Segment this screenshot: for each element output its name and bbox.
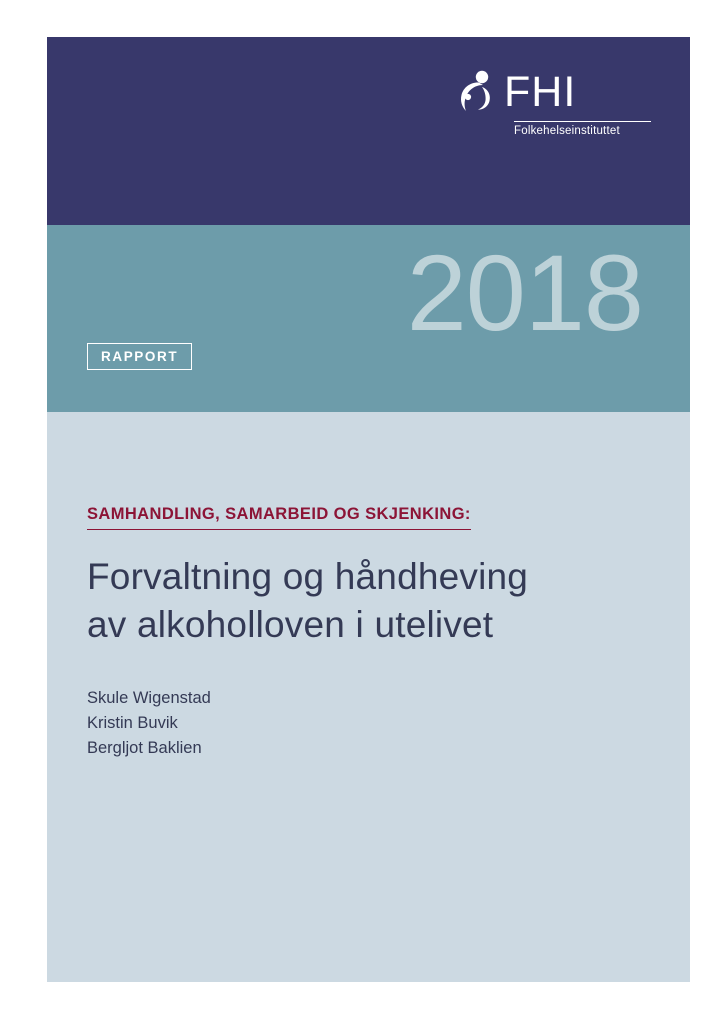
title-area xyxy=(87,505,627,761)
title-line-1: Forvaltning og håndheving xyxy=(87,556,529,597)
author-name: Bergljot Baklien xyxy=(87,739,202,757)
cover-title-band xyxy=(47,412,690,982)
logo-institution: Folkehelseinstituttet xyxy=(514,125,620,137)
logo-acronym: FHI xyxy=(504,68,577,116)
page-title xyxy=(87,553,627,649)
title-line-2: av alkoholloven i utelivet xyxy=(87,604,494,645)
logo-divider xyxy=(514,121,651,122)
author-name: Skule Wigenstad xyxy=(87,689,211,707)
fhi-logo xyxy=(452,65,652,137)
cover-kicker: SAMHANDLING, SAMARBEID OG SKJENKING: xyxy=(87,505,471,530)
cover-year: 2018 xyxy=(406,232,643,353)
cover-teal-band xyxy=(47,225,690,412)
cover-header-band xyxy=(47,37,690,225)
author-list xyxy=(87,686,627,761)
fhi-figure-logo-icon xyxy=(452,68,496,116)
logo-row xyxy=(452,65,652,119)
report-type-badge: RAPPORT xyxy=(87,343,192,370)
author-name: Kristin Buvik xyxy=(87,714,178,732)
